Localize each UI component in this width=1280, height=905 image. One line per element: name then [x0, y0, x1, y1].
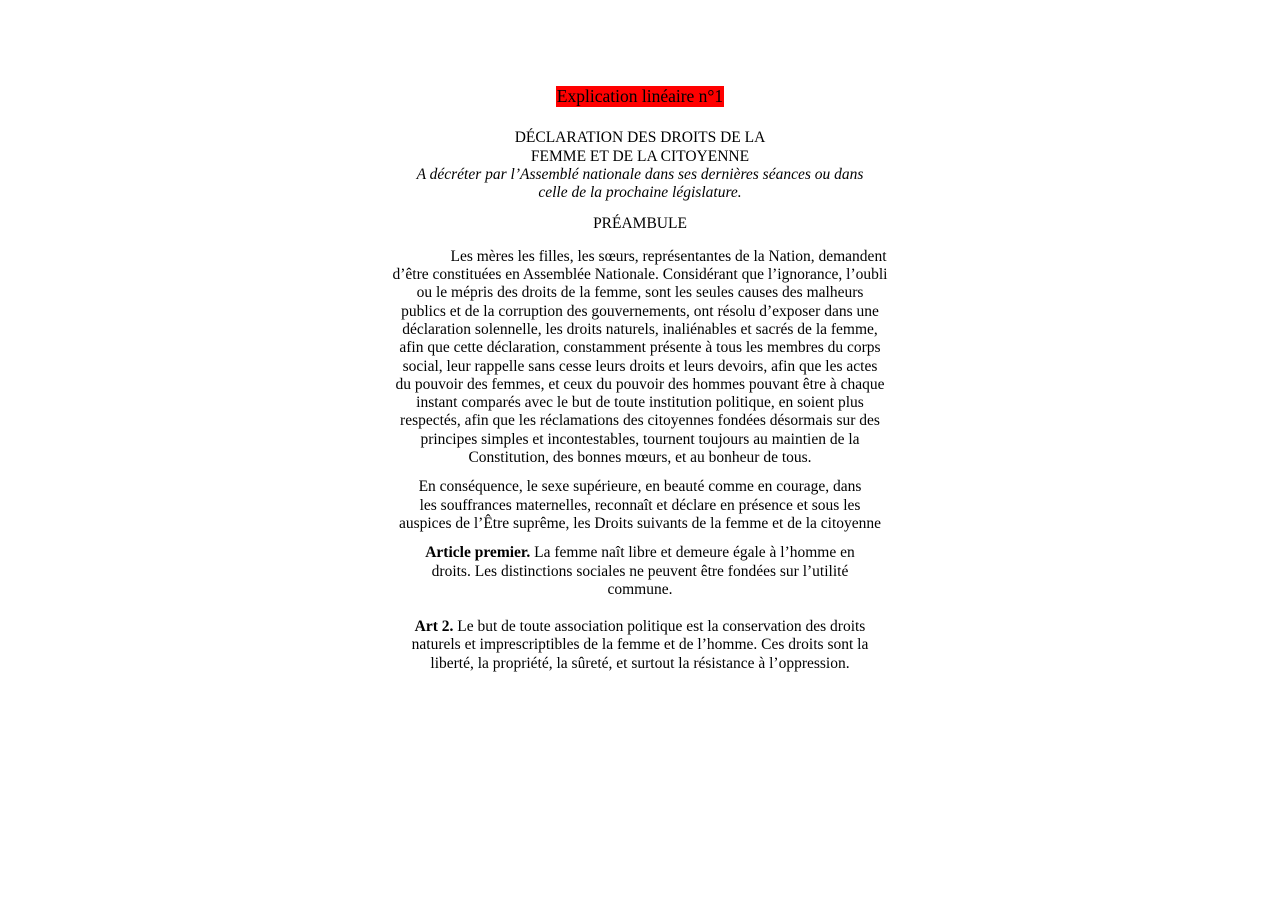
article-1	[380, 544, 900, 599]
heading-row	[380, 86, 900, 107]
preamble-line: ou le mépris des droits de la femme, sont les seules causes des malheurs	[416, 284, 864, 302]
preamble-line: du pouvoir des femmes, et ceux du pouvoir des hommes pouvant être à chaque	[395, 375, 885, 393]
declaration-subtitle-line-2: celle de la prochaine législature.	[538, 184, 742, 202]
article-1-line: droits. Les distinctions sociales ne peuvent être fondées sur l’utilité	[431, 562, 849, 580]
declaration-title-line-2: FEMME ET DE LA CITOYENNE	[530, 147, 750, 165]
preamble-line: d’être constituées en Assemblée Nationale. Considérant que l’ignorance, l’oubli	[392, 266, 888, 284]
preamble-line: Les mères les filles, les sœurs, représentantes de la Nation, demandent	[450, 247, 887, 265]
consequence-paragraph	[380, 478, 900, 533]
consequence-line: auspices de l’Être suprême, les Droits suivants de la femme et de la citoyenne	[398, 514, 882, 532]
article-1-text: La femme naît libre et demeure égale à l’homme en	[530, 544, 855, 562]
article-2-text: Le but de toute association politique est la conservation des droits	[453, 618, 866, 636]
consequence-line: En conséquence, le sexe supérieure, en beauté comme en courage, dans	[418, 478, 862, 496]
article-2-line: naturels et imprescriptibles de la femme et de l’homme. Ces droits sont la	[411, 636, 869, 654]
preamble-line: publics et de la corruption des gouvernements, ont résolu d’exposer dans une	[401, 302, 879, 320]
preamble-heading: PRÉAMBULE	[593, 215, 687, 233]
declaration-title-block	[380, 129, 900, 202]
preamble-line: Constitution, des bonnes mœurs, et au bonheur de tous.	[468, 449, 812, 467]
article-2-line: liberté, la propriété, la sûreté, et surtout la résistance à l’oppression.	[430, 654, 850, 672]
article-2	[380, 618, 900, 673]
article-2-label: Art 2.	[414, 618, 454, 636]
preamble-paragraph	[380, 248, 900, 468]
article-1-label: Article premier.	[425, 544, 531, 562]
preamble-line: social, leur rappelle sans cesse leurs droits et leurs devoirs, afin que les actes	[402, 357, 878, 375]
consequence-line: les souffrances maternelles, reconnaît et déclare en présence et sous les	[419, 496, 861, 514]
article-2-line	[380, 618, 900, 636]
preamble-line: déclaration solennelle, les droits naturels, inaliénables et sacrés de la femme,	[402, 320, 878, 338]
article-1-line: commune.	[607, 580, 673, 598]
preamble-line: afin que cette déclaration, constamment présente à tous les membres du corps	[399, 339, 881, 357]
highlighted-heading: Explication linéaire n°1	[556, 86, 724, 106]
preamble-line: instant comparés avec le but de toute institution politique, en soient plus	[416, 394, 864, 412]
document-page	[380, 86, 900, 673]
declaration-title-line-1: DÉCLARATION DES DROITS DE LA	[514, 129, 766, 147]
article-1-line	[380, 544, 900, 562]
preamble-line: respectés, afin que les réclamations des citoyennes fondées désormais sur des	[400, 412, 880, 430]
declaration-subtitle-line-1: A décréter par l’Assemblé nationale dans ses dernières séances ou dans	[416, 165, 864, 183]
preamble-line: principes simples et incontestables, tournent toujours au maintien de la	[420, 430, 860, 448]
